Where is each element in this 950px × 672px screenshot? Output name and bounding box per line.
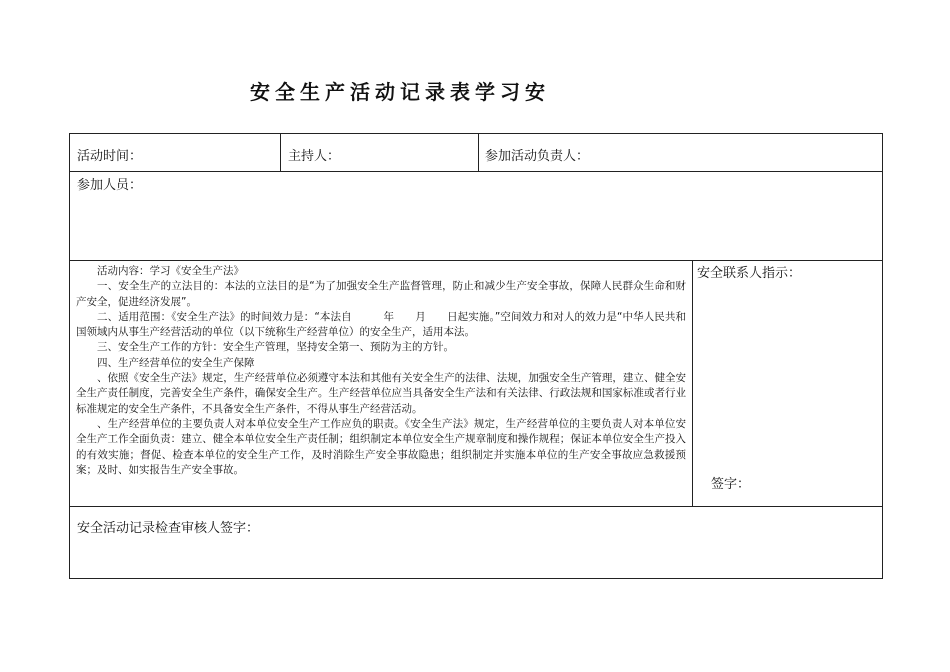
content-paragraph: 四、生产经营单位的安全生产保障	[97, 356, 255, 369]
column-divider	[280, 134, 281, 171]
participants-label: 参加人员：	[77, 178, 143, 193]
page-title: 安全生产活动记录表学习安	[250, 80, 550, 104]
host-label: 主持人：	[288, 149, 341, 164]
column-divider	[692, 260, 693, 506]
column-divider	[478, 134, 479, 171]
activity-leader-label: 参加活动负责人：	[485, 149, 590, 164]
content-paragraph: 、生产经营单位的主要负责人对本单位安全生产工作应负的职责。《安全生产法》规定，生产经营单位的主要负责人对本单位安全生产工作全面负责：建立、健全本单位安全生产责任制；组织制定本单位安全生产规章制度和操作规程；保证本单位安全生产投入的有效实施；督促、检查本单位的安全生产工作，及时消除生产安全事故隐患；组织制定并实施本单位的生产安全事故应急救援预案；及时、如实报告生产安全事故。	[76, 417, 686, 476]
content-paragraph: 三、安全生产工作的方针：安全生产管理，坚持安全第一、预防为主的方针。	[97, 341, 454, 354]
contact-instruction-label: 安全联系人指示：	[697, 266, 802, 281]
signature-label: 签字：	[711, 477, 751, 492]
row-divider	[70, 171, 882, 172]
content-paragraph: 活动内容：学习《安全生产法》	[97, 265, 244, 277]
content-paragraph: 、依照《安全生产法》规定，生产经营单位必须遵守本法和其他有关安全生产的法律、法规，加强安全生产管理，建立、健全安全生产责任制度，完善安全生产条件，确保安全生产。生产经营单位应当具备安全生产法和有关法律、行政法规和国家标准或者行业标准规定的安全生产条件，不具备安全生产条件，不得从事生产经营活动。	[76, 372, 686, 415]
activity-time-label: 活动时间：	[77, 149, 143, 164]
content-paragraph: 二、适用范围：《安全生产法》的时间效力是：“本法自 年 月 日起实施。”空间效力和对人的效力是“中华人民共和国领域内从事生产经营活动的单位（以下统称生产经营单位）的安全生产，适用本法。	[76, 310, 686, 339]
review-signature-label: 安全活动记录检查审核人签字：	[77, 521, 260, 536]
activity-content	[70, 261, 692, 507]
content-paragraph: 一、安全生产的立法目的：本法的立法目的是“为了加强安全生产监督管理，防止和减少生产安全事故，保障人民群众生命和财产安全，促进经济发展”。	[76, 280, 686, 308]
activity-record-form	[69, 133, 883, 579]
